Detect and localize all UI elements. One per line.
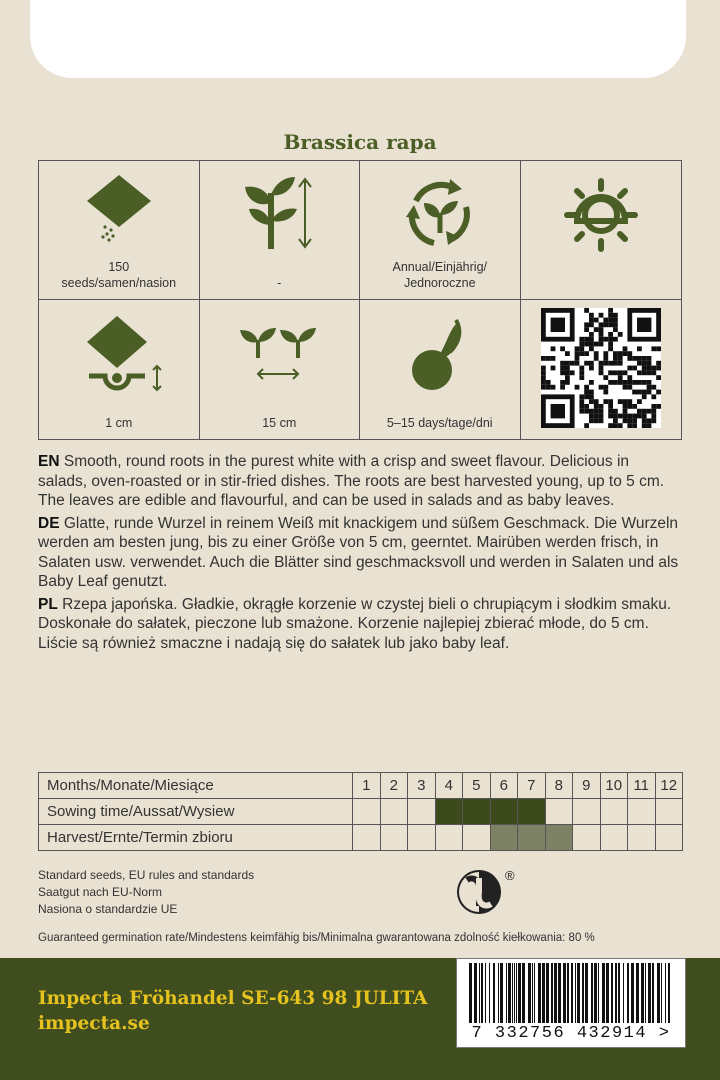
- plant-height-icon: [239, 173, 319, 253]
- info-icon-grid: [38, 160, 682, 440]
- calendar-cell-month-12: [655, 825, 683, 851]
- month-10: 10: [600, 773, 628, 799]
- germination-icon: [400, 312, 480, 396]
- company-address: Impecta Fröhandel SE-643 98 JULITA: [38, 988, 428, 1009]
- svg-text:®: ®: [505, 868, 515, 883]
- ean-barcode: [456, 958, 686, 1048]
- sowing-depth-cell: 1 cm: [39, 300, 200, 439]
- plant-height-cell: -: [200, 161, 361, 300]
- calendar-cell-month-3: [408, 825, 436, 851]
- calendar-cell-month-6: [490, 825, 518, 851]
- calendar-cell-month-9: [573, 799, 601, 825]
- month-6: 6: [490, 773, 518, 799]
- description-en: EN Smooth, round roots in the purest white with a crisp and sweet flavour. Delicious in salads, oven-roasted or in stir-fried dishes. The roots are best harvested young, up to 5 cm. The leaves are edible and flavourful, and can be used in salads and as baby leaves.: [38, 453, 665, 509]
- calendar-cell-month-10: [600, 799, 628, 825]
- barcode-digits: 7 332756 432914 >: [471, 1024, 671, 1043]
- month-1: 1: [353, 773, 381, 799]
- month-7: 7: [518, 773, 546, 799]
- annual-cycle-icon: [400, 173, 480, 253]
- calendar-cell-month-1: [353, 825, 381, 851]
- calendar-cell-month-8: [545, 825, 573, 851]
- description-de: DE Glatte, runde Wurzel in reinem Weiß mit knackigem und süßem Geschmack. Die Wurzeln werden am besten jung, bis zu einer Größe von 5 cm, geerntet. Mairüben werden frisch, in Salaten usw. verwendet. Auch die Blätter sind geschmacksvoll und werden in Salaten und als Baby Leaf genutzt.: [38, 514, 679, 590]
- month-2: 2: [380, 773, 408, 799]
- calendar-cell-month-3: [408, 799, 436, 825]
- month-9: 9: [573, 773, 601, 799]
- sun-icon: [561, 175, 641, 255]
- months-label: Months/Monate/Miesiące: [39, 773, 353, 799]
- barcode-bars: [465, 963, 679, 1023]
- calendar-cell-month-2: [380, 799, 408, 825]
- seed-count-cell: 150 seeds/samen/nasion: [39, 161, 200, 300]
- month-12: 12: [655, 773, 683, 799]
- month-11: 11: [628, 773, 656, 799]
- plant-spacing-icon: [234, 312, 324, 392]
- month-8: 8: [545, 773, 573, 799]
- latin-name: Brassica rapa: [283, 130, 437, 154]
- sowing-calendar: [38, 772, 683, 851]
- month-4: 4: [435, 773, 463, 799]
- calendar-cell-month-4: [435, 799, 463, 825]
- calendar-cell-month-11: [628, 799, 656, 825]
- calendar-sowing-row: [39, 799, 683, 825]
- calendar-cell-month-5: [463, 825, 491, 851]
- calendar-cell-month-12: [655, 799, 683, 825]
- calendar-months-row: [39, 773, 683, 799]
- calendar-cell-month-4: [435, 825, 463, 851]
- sun-cell: [521, 161, 682, 300]
- green-dot-recycle-icon: [455, 866, 521, 918]
- calendar-cell-month-2: [380, 825, 408, 851]
- calendar-cell-month-7: [518, 799, 546, 825]
- sowing-label: Sowing time/Aussat/Wysiew: [39, 799, 353, 825]
- calendar-cell-month-8: [545, 799, 573, 825]
- qr-code-icon: [541, 308, 661, 428]
- calendar-cell-month-11: [628, 825, 656, 851]
- hang-hole: [30, 0, 686, 78]
- calendar-cell-month-7: [518, 825, 546, 851]
- calendar-harvest-row: [39, 825, 683, 851]
- germination-cell: 5–15 days/tage/dni: [360, 300, 521, 439]
- calendar-cell-month-10: [600, 825, 628, 851]
- plant-spacing-cell: 15 cm: [200, 300, 361, 439]
- seed-standards: Standard seeds, EU rules and standards Saatgut nach EU-Norm Nasiona o standardzie UE: [38, 868, 255, 916]
- calendar-cell-month-5: [463, 799, 491, 825]
- germination-rate: Guaranteed germination rate/Mindestens keimfähig bis/Minimalna gwarantowana zdolność kiełkowania: 80 %: [38, 932, 595, 944]
- calendar-cell-month-6: [490, 799, 518, 825]
- month-5: 5: [463, 773, 491, 799]
- calendar-cell-month-1: [353, 799, 381, 825]
- month-3: 3: [408, 773, 436, 799]
- qr-code-cell: [521, 300, 682, 439]
- annual-cell: Annual/Einjährig/ Jednoroczne: [360, 161, 521, 300]
- sowing-depth-icon: [69, 312, 169, 392]
- calendar-cell-month-9: [573, 825, 601, 851]
- company-website[interactable]: impecta.se: [38, 1013, 150, 1034]
- product-description: [38, 452, 682, 656]
- seed-packet-icon: [79, 173, 159, 243]
- harvest-label: Harvest/Ernte/Termin zbioru: [39, 825, 353, 851]
- description-pl: PL Rzepa japońska. Gładkie, okrągłe korzenie w czystej bieli o chrupiącym i słodkim smaku. Doskonałe do sałatek, pieczone lub smażone. Korzenie najlepiej zbierać młode, do 5 cm. Liście są również smaczne i nadają się do sałatek lub jako baby leaf.: [38, 595, 672, 652]
